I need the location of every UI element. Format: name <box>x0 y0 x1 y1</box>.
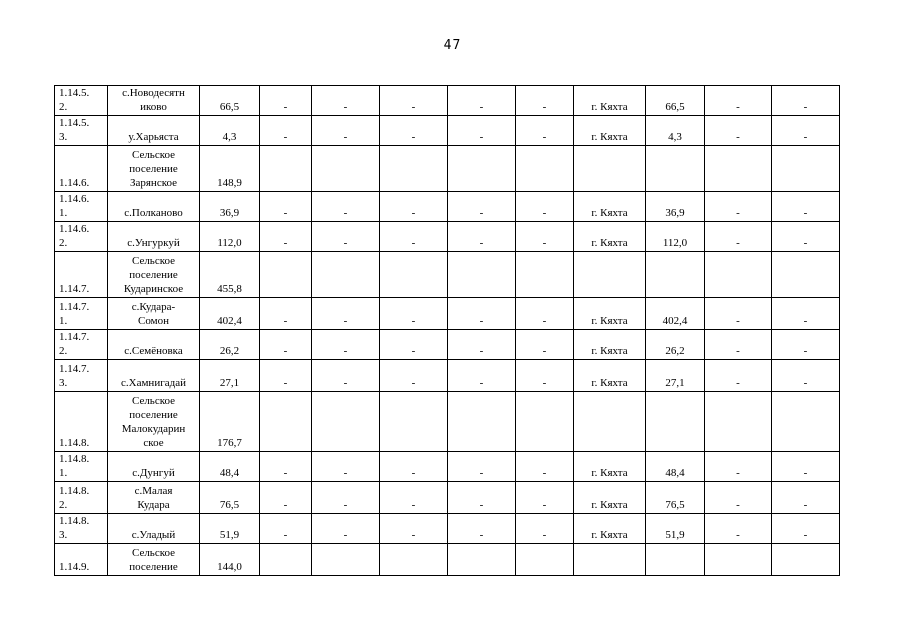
settlements-table <box>54 85 840 576</box>
settlement-name-cell: с.Уладый <box>108 514 200 544</box>
col-5-cell <box>516 146 574 192</box>
table-row <box>55 222 840 252</box>
col-6-cell: - <box>705 86 772 116</box>
table-body <box>55 86 840 576</box>
col-4-cell: - <box>448 514 516 544</box>
area-value-cell: 112,0 <box>200 222 260 252</box>
table-row <box>55 298 840 330</box>
table-row <box>55 392 840 452</box>
col-2-cell <box>312 146 380 192</box>
settlement-name-cell: с.Полканово <box>108 192 200 222</box>
col-5-cell: - <box>516 514 574 544</box>
col-2-cell: - <box>312 482 380 514</box>
area-value-cell: 144,0 <box>200 544 260 576</box>
col-7-cell: - <box>772 330 840 360</box>
col-2-cell: - <box>312 298 380 330</box>
col-5-cell <box>516 392 574 452</box>
col-3-cell <box>380 544 448 576</box>
settlement-name-cell: с.Малая Кудара <box>108 482 200 514</box>
col-7-cell <box>772 544 840 576</box>
row-code-cell: 1.14.7. 1. <box>55 298 108 330</box>
area-value-cell: 36,9 <box>200 192 260 222</box>
area-value-cell: 26,2 <box>200 330 260 360</box>
col-4-cell: - <box>448 116 516 146</box>
city-name-cell: г. Кяхта <box>574 192 646 222</box>
col-4-cell: - <box>448 452 516 482</box>
row-code-cell: 1.14.6. <box>55 146 108 192</box>
city-name-cell <box>574 146 646 192</box>
city-name-cell: г. Кяхта <box>574 86 646 116</box>
col-7-cell: - <box>772 452 840 482</box>
col-1-cell: - <box>260 514 312 544</box>
city-name-cell <box>574 392 646 452</box>
city-name-cell: г. Кяхта <box>574 360 646 392</box>
row-code-cell: 1.14.9. <box>55 544 108 576</box>
table-row <box>55 452 840 482</box>
area-value-2-cell: 26,2 <box>646 330 705 360</box>
col-2-cell: - <box>312 514 380 544</box>
col-6-cell: - <box>705 222 772 252</box>
col-6-cell <box>705 392 772 452</box>
col-4-cell: - <box>448 86 516 116</box>
area-value-cell: 51,9 <box>200 514 260 544</box>
row-code-cell: 1.14.8. 3. <box>55 514 108 544</box>
table-row <box>55 252 840 298</box>
col-4-cell <box>448 392 516 452</box>
city-name-cell: г. Кяхта <box>574 298 646 330</box>
col-5-cell <box>516 252 574 298</box>
col-4-cell: - <box>448 222 516 252</box>
col-3-cell <box>380 146 448 192</box>
col-6-cell: - <box>705 360 772 392</box>
col-6-cell: - <box>705 192 772 222</box>
city-name-cell: г. Кяхта <box>574 452 646 482</box>
row-code-cell: 1.14.5. 3. <box>55 116 108 146</box>
settlement-name-cell: Сельское поселение Кударинское <box>108 252 200 298</box>
row-code-cell: 1.14.8. 2. <box>55 482 108 514</box>
col-5-cell: - <box>516 360 574 392</box>
col-2-cell <box>312 252 380 298</box>
table-row <box>55 146 840 192</box>
area-value-cell: 4,3 <box>200 116 260 146</box>
area-value-2-cell: 402,4 <box>646 298 705 330</box>
col-1-cell <box>260 544 312 576</box>
col-1-cell <box>260 252 312 298</box>
table-row <box>55 192 840 222</box>
city-name-cell <box>574 544 646 576</box>
col-5-cell: - <box>516 222 574 252</box>
settlement-name-cell: с.Дунгуй <box>108 452 200 482</box>
col-1-cell <box>260 392 312 452</box>
col-1-cell: - <box>260 482 312 514</box>
col-2-cell: - <box>312 452 380 482</box>
row-code-cell: 1.14.7. 3. <box>55 360 108 392</box>
settlement-name-cell: Сельское поселение Зарянское <box>108 146 200 192</box>
col-3-cell: - <box>380 192 448 222</box>
settlement-name-cell: у.Харьяста <box>108 116 200 146</box>
col-7-cell: - <box>772 298 840 330</box>
area-value-2-cell: 76,5 <box>646 482 705 514</box>
col-1-cell: - <box>260 222 312 252</box>
col-5-cell <box>516 544 574 576</box>
settlement-name-cell: с.Новодесятн иково <box>108 86 200 116</box>
col-4-cell: - <box>448 482 516 514</box>
table-row <box>55 544 840 576</box>
col-7-cell: - <box>772 192 840 222</box>
city-name-cell: г. Кяхта <box>574 514 646 544</box>
col-3-cell: - <box>380 514 448 544</box>
area-value-2-cell <box>646 544 705 576</box>
col-7-cell: - <box>772 360 840 392</box>
col-1-cell: - <box>260 330 312 360</box>
area-value-2-cell: 48,4 <box>646 452 705 482</box>
col-7-cell: - <box>772 86 840 116</box>
col-6-cell <box>705 544 772 576</box>
city-name-cell <box>574 252 646 298</box>
row-code-cell: 1.14.8. <box>55 392 108 452</box>
col-3-cell: - <box>380 452 448 482</box>
table-row <box>55 514 840 544</box>
city-name-cell: г. Кяхта <box>574 116 646 146</box>
col-1-cell: - <box>260 298 312 330</box>
area-value-2-cell <box>646 252 705 298</box>
row-code-cell: 1.14.6. 1. <box>55 192 108 222</box>
col-7-cell: - <box>772 116 840 146</box>
table-row <box>55 86 840 116</box>
page-number: 47 <box>443 38 462 53</box>
col-2-cell <box>312 544 380 576</box>
row-code-cell: 1.14.5. 2. <box>55 86 108 116</box>
area-value-2-cell: 27,1 <box>646 360 705 392</box>
col-1-cell <box>260 146 312 192</box>
col-5-cell: - <box>516 116 574 146</box>
col-5-cell: - <box>516 86 574 116</box>
col-5-cell: - <box>516 298 574 330</box>
col-5-cell: - <box>516 330 574 360</box>
table-row <box>55 482 840 514</box>
col-6-cell: - <box>705 298 772 330</box>
col-5-cell: - <box>516 482 574 514</box>
col-3-cell: - <box>380 482 448 514</box>
col-7-cell: - <box>772 514 840 544</box>
table-row <box>55 116 840 146</box>
col-3-cell: - <box>380 298 448 330</box>
col-1-cell: - <box>260 192 312 222</box>
row-code-cell: 1.14.8. 1. <box>55 452 108 482</box>
col-3-cell: - <box>380 116 448 146</box>
col-1-cell: - <box>260 86 312 116</box>
area-value-2-cell: 51,9 <box>646 514 705 544</box>
settlement-name-cell: с.Семёновка <box>108 330 200 360</box>
city-name-cell: г. Кяхта <box>574 482 646 514</box>
settlement-name-cell: Сельское поселение <box>108 544 200 576</box>
col-6-cell <box>705 146 772 192</box>
col-6-cell: - <box>705 514 772 544</box>
col-2-cell <box>312 392 380 452</box>
col-3-cell: - <box>380 222 448 252</box>
table-row <box>55 330 840 360</box>
col-6-cell: - <box>705 330 772 360</box>
col-7-cell <box>772 146 840 192</box>
settlement-name-cell: с.Унгуркуй <box>108 222 200 252</box>
area-value-2-cell <box>646 146 705 192</box>
col-5-cell: - <box>516 452 574 482</box>
row-code-cell: 1.14.7. 2. <box>55 330 108 360</box>
col-2-cell: - <box>312 360 380 392</box>
col-4-cell <box>448 544 516 576</box>
area-value-cell: 402,4 <box>200 298 260 330</box>
table-row <box>55 360 840 392</box>
area-value-2-cell: 4,3 <box>646 116 705 146</box>
col-4-cell <box>448 252 516 298</box>
city-name-cell: г. Кяхта <box>574 222 646 252</box>
col-2-cell: - <box>312 86 380 116</box>
col-4-cell <box>448 146 516 192</box>
area-value-2-cell <box>646 392 705 452</box>
col-6-cell: - <box>705 452 772 482</box>
area-value-2-cell: 36,9 <box>646 192 705 222</box>
area-value-2-cell: 66,5 <box>646 86 705 116</box>
settlement-name-cell: с.Кудара- Сомон <box>108 298 200 330</box>
col-7-cell <box>772 392 840 452</box>
col-4-cell: - <box>448 298 516 330</box>
col-6-cell: - <box>705 482 772 514</box>
col-3-cell: - <box>380 360 448 392</box>
area-value-cell: 76,5 <box>200 482 260 514</box>
col-3-cell <box>380 392 448 452</box>
col-4-cell: - <box>448 360 516 392</box>
area-value-cell: 148,9 <box>200 146 260 192</box>
col-7-cell: - <box>772 482 840 514</box>
col-1-cell: - <box>260 452 312 482</box>
col-2-cell: - <box>312 116 380 146</box>
col-3-cell: - <box>380 86 448 116</box>
col-6-cell <box>705 252 772 298</box>
area-value-cell: 455,8 <box>200 252 260 298</box>
row-code-cell: 1.14.7. <box>55 252 108 298</box>
col-1-cell: - <box>260 360 312 392</box>
col-2-cell: - <box>312 192 380 222</box>
col-1-cell: - <box>260 116 312 146</box>
area-value-cell: 27,1 <box>200 360 260 392</box>
city-name-cell: г. Кяхта <box>574 330 646 360</box>
col-7-cell <box>772 252 840 298</box>
col-3-cell <box>380 252 448 298</box>
col-6-cell: - <box>705 116 772 146</box>
area-value-cell: 176,7 <box>200 392 260 452</box>
row-code-cell: 1.14.6. 2. <box>55 222 108 252</box>
col-3-cell: - <box>380 330 448 360</box>
settlement-name-cell: с.Хамнигадай <box>108 360 200 392</box>
area-value-cell: 48,4 <box>200 452 260 482</box>
col-4-cell: - <box>448 192 516 222</box>
settlement-name-cell: Сельское поселение Малокударин ское <box>108 392 200 452</box>
area-value-2-cell: 112,0 <box>646 222 705 252</box>
col-4-cell: - <box>448 330 516 360</box>
col-5-cell: - <box>516 192 574 222</box>
col-7-cell: - <box>772 222 840 252</box>
col-2-cell: - <box>312 222 380 252</box>
area-value-cell: 66,5 <box>200 86 260 116</box>
col-2-cell: - <box>312 330 380 360</box>
